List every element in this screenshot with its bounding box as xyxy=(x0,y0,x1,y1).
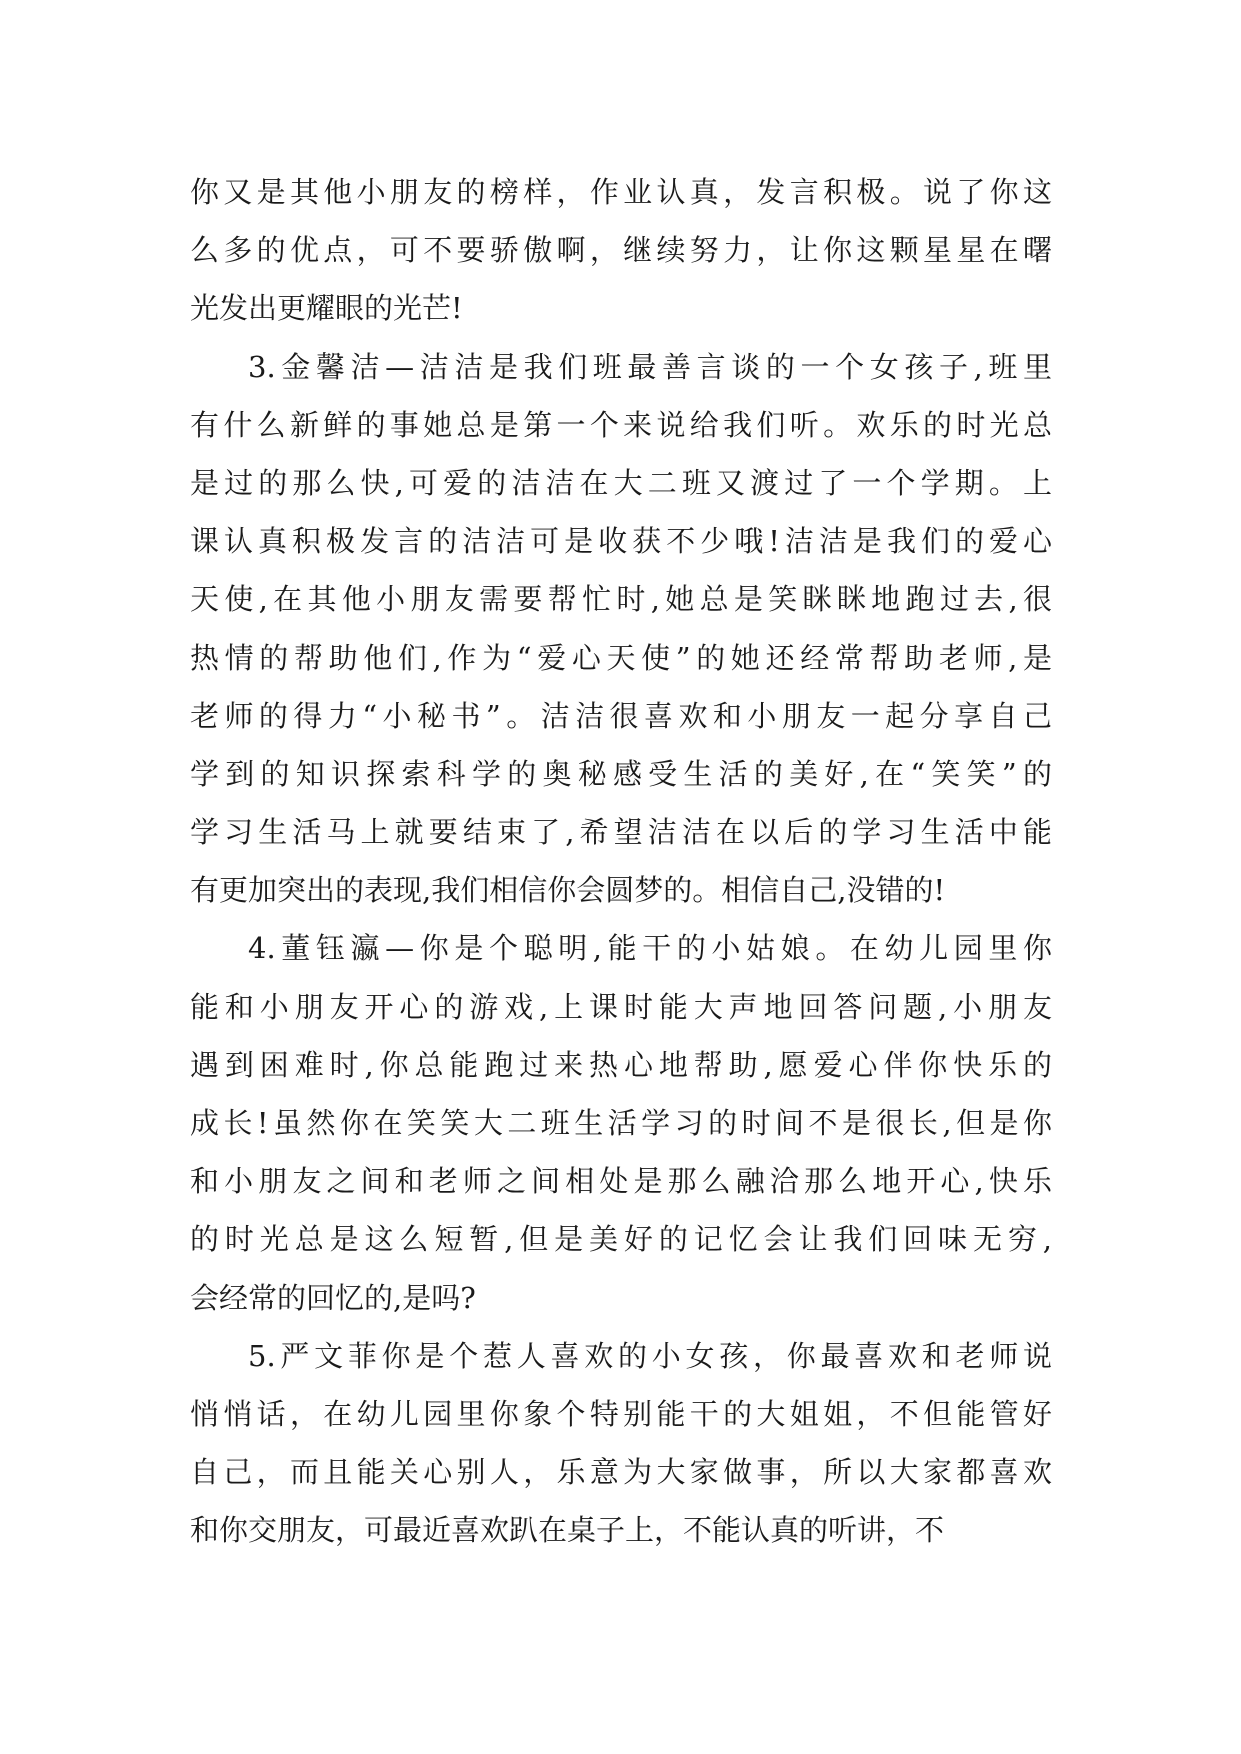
text-line: 的时光总是这么短暂,但是美好的记忆会让我们回味无穷, xyxy=(190,1222,1052,1257)
text-line: 有更加突出的表现,我们相信你会圆梦的。相信自己,没错的! xyxy=(190,873,946,908)
text-line: 遇到困难时,你总能跑过来热心地帮助,愿爱心伴你快乐的 xyxy=(190,1047,1052,1082)
text-line: 和你交朋友，可最近喜欢趴在桌子上，不能认真的听讲，不 xyxy=(190,1513,945,1548)
text-line: 能和小朋友开心的游戏,上课时能大声地回答问题,小朋友 xyxy=(190,989,1052,1024)
paragraph-p-5 xyxy=(190,1327,1052,1560)
text-line: 3.金馨洁—洁洁是我们班最善言谈的一个女孩子,班里 xyxy=(248,349,1052,384)
text-line: 成长!虽然你在笑笑大二班生活学习的时间不是很长,但是你 xyxy=(190,1106,1052,1140)
text-line: 会经常的回忆的,是吗? xyxy=(190,1280,476,1315)
text-line: 学习生活马上就要结束了,希望洁洁在以后的学习生活中能 xyxy=(190,815,1052,850)
text-line: 光发出更耀眼的光芒! xyxy=(190,291,463,326)
text-line: 么多的优点，可不要骄傲啊，继续努力，让你这颗星星在曙 xyxy=(190,233,1052,268)
document-body xyxy=(190,163,1052,1560)
text-line: 自己，而且能关心别人，乐意为大家做事，所以大家都喜欢 xyxy=(190,1455,1052,1490)
paragraph-p-4 xyxy=(190,919,1052,1326)
text-line: 和小朋友之间和老师之间相处是那么融洽那么地开心,快乐 xyxy=(190,1164,1052,1199)
text-line: 4.董钰瀛—你是个聪明,能干的小姑娘。在幼儿园里你 xyxy=(248,931,1052,966)
text-line: 有什么新鲜的事她总是第一个来说给我们听。欢乐的时光总 xyxy=(190,407,1052,442)
paragraph-p-continuation xyxy=(190,163,1052,338)
text-line: 是过的那么快,可爱的洁洁在大二班又渡过了一个学期。上 xyxy=(190,465,1052,500)
text-line: 课认真积极发言的洁洁可是收获不少哦!洁洁是我们的爱心 xyxy=(190,524,1052,559)
text-line: 悄悄话，在幼儿园里你象个特别能干的大姐姐，不但能管好 xyxy=(190,1396,1052,1431)
paragraph-p-3 xyxy=(190,338,1052,920)
text-line: 5.严文菲你是个惹人喜欢的小女孩，你最喜欢和老师说 xyxy=(248,1338,1052,1373)
text-line: 老师的得力“小秘书”。洁洁很喜欢和小朋友一起分享自己 xyxy=(190,698,1052,733)
text-line: 热情的帮助他们,作为“爱心天使”的她还经常帮助老师,是 xyxy=(190,640,1052,675)
text-line: 学到的知识探索科学的奥秘感受生活的美好,在“笑笑”的 xyxy=(190,756,1052,791)
text-line: 你又是其他小朋友的榜样，作业认真，发言积极。说了你这 xyxy=(190,175,1052,209)
text-line: 天使,在其他小朋友需要帮忙时,她总是笑眯眯地跑过去,很 xyxy=(190,582,1052,617)
